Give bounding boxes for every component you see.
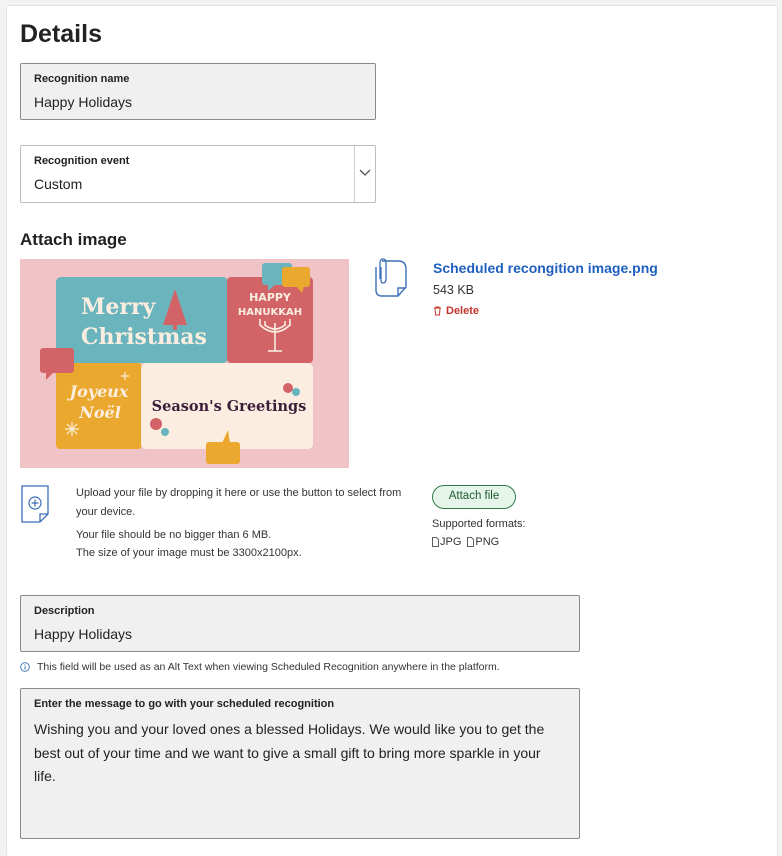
upload-size-limit: Your file should be no bigger than 6 MB.	[76, 529, 272, 541]
recognition-name-field[interactable]	[20, 63, 376, 120]
card-merry-text: Merry	[81, 294, 156, 320]
attached-file-name-link[interactable]: Scheduled recongition image.png	[433, 260, 658, 276]
card-hanukkah-text: HANUKKAH	[237, 307, 303, 318]
document-icon	[432, 537, 439, 547]
upload-file-icon	[20, 484, 50, 524]
recognition-name-value: Happy Holidays	[34, 94, 133, 110]
upload-dimensions: The size of your image must be 3300x2100px.	[76, 547, 302, 559]
chevron-down-icon[interactable]	[357, 164, 373, 180]
format-jpg: JPG	[432, 536, 461, 548]
upload-instruction: Upload your file by dropping it here or use the button to select from your device.	[76, 487, 402, 518]
recognition-name-label: Recognition name	[34, 73, 130, 85]
card-joyeux-text: Joyeux	[69, 382, 129, 401]
attach-image-heading: Attach image	[20, 230, 127, 249]
select-divider	[354, 146, 355, 202]
description-note-text: This field will be used as an Alt Text when viewing Scheduled Recognition anywhere in the platform.	[37, 661, 500, 673]
description-value: Happy Holidays	[34, 626, 133, 642]
holiday-card-image	[20, 259, 349, 468]
document-icon	[467, 537, 474, 547]
description-field[interactable]	[20, 595, 580, 652]
format-png: PNG	[467, 536, 499, 548]
attached-file-size: 543 KB	[433, 283, 475, 297]
recognition-event-value: Custom	[34, 176, 83, 192]
trash-icon	[433, 306, 442, 316]
card-christmas-text: Christmas	[81, 324, 207, 350]
page-title: Details	[20, 20, 102, 48]
card-greetings-text: Season's Greetings	[151, 398, 307, 415]
paperclip-icon	[372, 257, 408, 299]
description-note	[20, 661, 500, 673]
recognition-event-label: Recognition event	[34, 155, 130, 167]
attach-file-button[interactable]: Attach file	[432, 485, 516, 509]
delete-button[interactable]	[433, 305, 479, 317]
delete-label: Delete	[446, 305, 480, 317]
info-icon	[20, 662, 30, 672]
card-noel-text: Noël	[79, 403, 121, 422]
message-textarea[interactable]	[20, 688, 580, 839]
recognition-event-select[interactable]	[20, 145, 376, 203]
card-happy-text: HAPPY	[249, 291, 291, 304]
message-label: Enter the message to go with your scheduled recognition	[34, 698, 335, 710]
description-label: Description	[34, 605, 95, 617]
supported-formats-label: Supported formats:	[432, 518, 526, 530]
formats-list	[432, 536, 499, 548]
message-value: Wishing you and your loved ones a blessed Holidays. We would like you to get the best out of your time and we want to give a small gift to bring more sparkle in your life.	[34, 721, 545, 784]
